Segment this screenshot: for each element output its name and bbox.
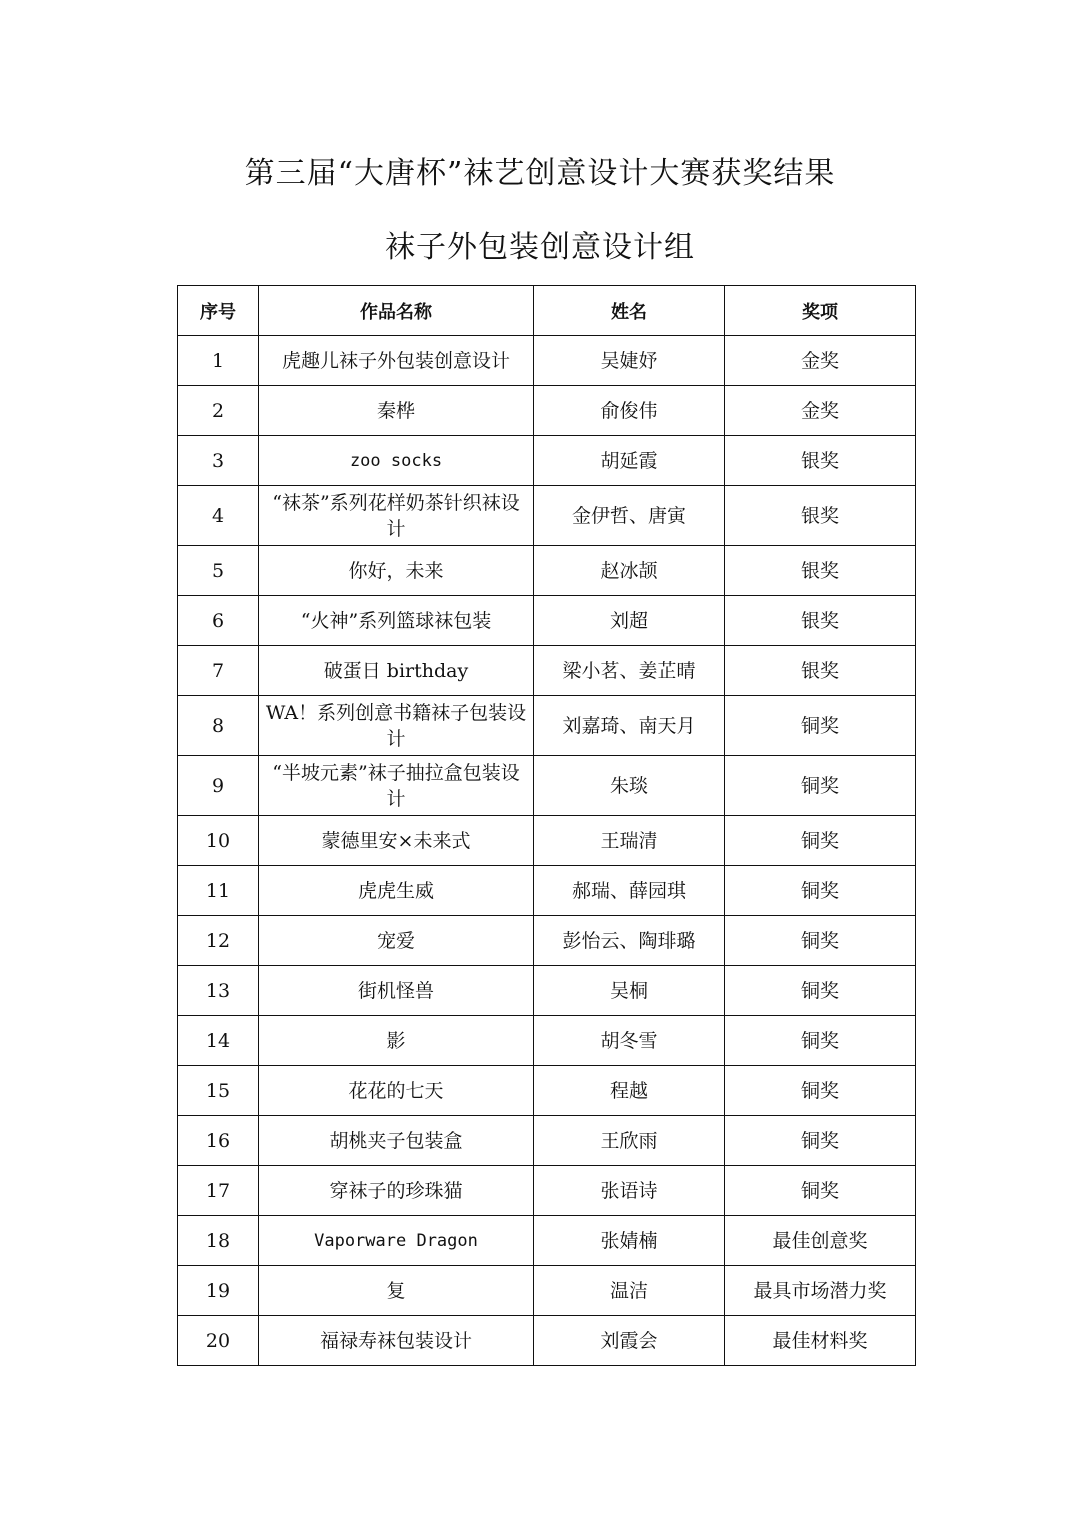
- cell-work: 穿袜子的珍珠猫: [259, 1166, 534, 1216]
- cell-award: 银奖: [725, 546, 916, 596]
- table-row: [178, 336, 916, 386]
- header-name: 姓名: [534, 286, 725, 336]
- cell-award: 金奖: [725, 336, 916, 386]
- table-row: [178, 866, 916, 916]
- table-row: [178, 816, 916, 866]
- cell-work: 花花的七天: [259, 1066, 534, 1116]
- cell-no: 4: [178, 486, 259, 546]
- cell-no: 2: [178, 386, 259, 436]
- cell-no: 11: [178, 866, 259, 916]
- header-no: 序号: [178, 286, 259, 336]
- cell-name: 王欣雨: [534, 1116, 725, 1166]
- cell-name: 胡冬雪: [534, 1016, 725, 1066]
- cell-no: 3: [178, 436, 259, 486]
- cell-award: 铜奖: [725, 1066, 916, 1116]
- cell-name: 彭怡云、陶琲璐: [534, 916, 725, 966]
- cell-no: 6: [178, 596, 259, 646]
- cell-work: 影: [259, 1016, 534, 1066]
- cell-no: 14: [178, 1016, 259, 1066]
- cell-award: 铜奖: [725, 696, 916, 756]
- cell-work: 秦桦: [259, 386, 534, 436]
- cell-name: 吴婕妤: [534, 336, 725, 386]
- table-row: [178, 386, 916, 436]
- cell-award: 银奖: [725, 646, 916, 696]
- cell-award: 银奖: [725, 486, 916, 546]
- table-row: [178, 696, 916, 756]
- table-row: [178, 1266, 916, 1316]
- cell-name: 温洁: [534, 1266, 725, 1316]
- table-row: [178, 1116, 916, 1166]
- cell-name: 朱琰: [534, 756, 725, 816]
- cell-award: 铜奖: [725, 1166, 916, 1216]
- cell-award: 铜奖: [725, 866, 916, 916]
- cell-work: WA！系列创意书籍袜子包装设计: [259, 696, 534, 756]
- table-row: [178, 1066, 916, 1116]
- cell-work-text: Vaporware Dragon: [314, 1231, 478, 1251]
- cell-name: 王瑞清: [534, 816, 725, 866]
- cell-work: 复: [259, 1266, 534, 1316]
- cell-work: [259, 1216, 534, 1266]
- cell-name: 张婧楠: [534, 1216, 725, 1266]
- cell-name: 金伊哲、唐寅: [534, 486, 725, 546]
- cell-work-text: zoo socks: [349, 451, 443, 471]
- header-work: 作品名称: [259, 286, 534, 336]
- cell-no: 17: [178, 1166, 259, 1216]
- cell-award: 银奖: [725, 436, 916, 486]
- table-row: [178, 966, 916, 1016]
- cell-work: “袜茶”系列花样奶茶针织袜设计: [259, 486, 534, 546]
- cell-no: 13: [178, 966, 259, 1016]
- table-row: [178, 1166, 916, 1216]
- table-row: [178, 1216, 916, 1266]
- cell-work: [259, 436, 534, 486]
- table-row: [178, 916, 916, 966]
- cell-work: 福禄寿袜包装设计: [259, 1316, 534, 1366]
- cell-work: 街机怪兽: [259, 966, 534, 1016]
- cell-name: 胡延霞: [534, 436, 725, 486]
- cell-no: 20: [178, 1316, 259, 1366]
- cell-work: “火神”系列篮球袜包装: [259, 596, 534, 646]
- table-row: [178, 646, 916, 696]
- cell-award: 铜奖: [725, 756, 916, 816]
- cell-work: 虎趣儿袜子外包装创意设计: [259, 336, 534, 386]
- cell-name: 刘霞会: [534, 1316, 725, 1366]
- cell-no: 7: [178, 646, 259, 696]
- header-award: 奖项: [725, 286, 916, 336]
- cell-award: 铜奖: [725, 1016, 916, 1066]
- cell-award: 最佳材料奖: [725, 1316, 916, 1366]
- table-row: [178, 436, 916, 486]
- cell-work: “半坡元素”袜子抽拉盒包装设计: [259, 756, 534, 816]
- cell-no: 1: [178, 336, 259, 386]
- cell-no: 8: [178, 696, 259, 756]
- cell-award: 金奖: [725, 386, 916, 436]
- cell-work: 蒙德里安×未来式: [259, 816, 534, 866]
- cell-no: 18: [178, 1216, 259, 1266]
- cell-work: 你好，未来: [259, 546, 534, 596]
- cell-name: 赵冰颉: [534, 546, 725, 596]
- cell-award: 最具市场潜力奖: [725, 1266, 916, 1316]
- cell-name: 张语诗: [534, 1166, 725, 1216]
- cell-award: 银奖: [725, 596, 916, 646]
- cell-no: 16: [178, 1116, 259, 1166]
- cell-award: 最佳创意奖: [725, 1216, 916, 1266]
- cell-award: 铜奖: [725, 1116, 916, 1166]
- results-table: [177, 285, 916, 1366]
- cell-name: 刘超: [534, 596, 725, 646]
- table-header-row: [178, 286, 916, 336]
- cell-no: 9: [178, 756, 259, 816]
- cell-no: 5: [178, 546, 259, 596]
- cell-award: 铜奖: [725, 916, 916, 966]
- cell-no: 12: [178, 916, 259, 966]
- cell-name: 吴桐: [534, 966, 725, 1016]
- cell-award: 铜奖: [725, 966, 916, 1016]
- cell-name: 程越: [534, 1066, 725, 1116]
- table-row: [178, 756, 916, 816]
- table-row: [178, 1316, 916, 1366]
- document-subtitle: 袜子外包装创意设计组: [385, 230, 695, 265]
- table-row: [178, 596, 916, 646]
- cell-name: 俞俊伟: [534, 386, 725, 436]
- table-row: [178, 486, 916, 546]
- table-row: [178, 546, 916, 596]
- cell-work: 胡桃夹子包装盒: [259, 1116, 534, 1166]
- cell-work: 破蛋日 birthday: [259, 646, 534, 696]
- cell-name: 刘嘉琦、南天月: [534, 696, 725, 756]
- cell-work: 虎虎生威: [259, 866, 534, 916]
- cell-no: 10: [178, 816, 259, 866]
- cell-name: 郝瑞、薛园琪: [534, 866, 725, 916]
- cell-name: 梁小茗、姜芷晴: [534, 646, 725, 696]
- cell-no: 15: [178, 1066, 259, 1116]
- document-title: 第三届“大唐杯”袜艺创意设计大赛获奖结果: [244, 156, 836, 191]
- cell-award: 铜奖: [725, 816, 916, 866]
- cell-no: 19: [178, 1266, 259, 1316]
- cell-work: 宠爱: [259, 916, 534, 966]
- table-row: [178, 1016, 916, 1066]
